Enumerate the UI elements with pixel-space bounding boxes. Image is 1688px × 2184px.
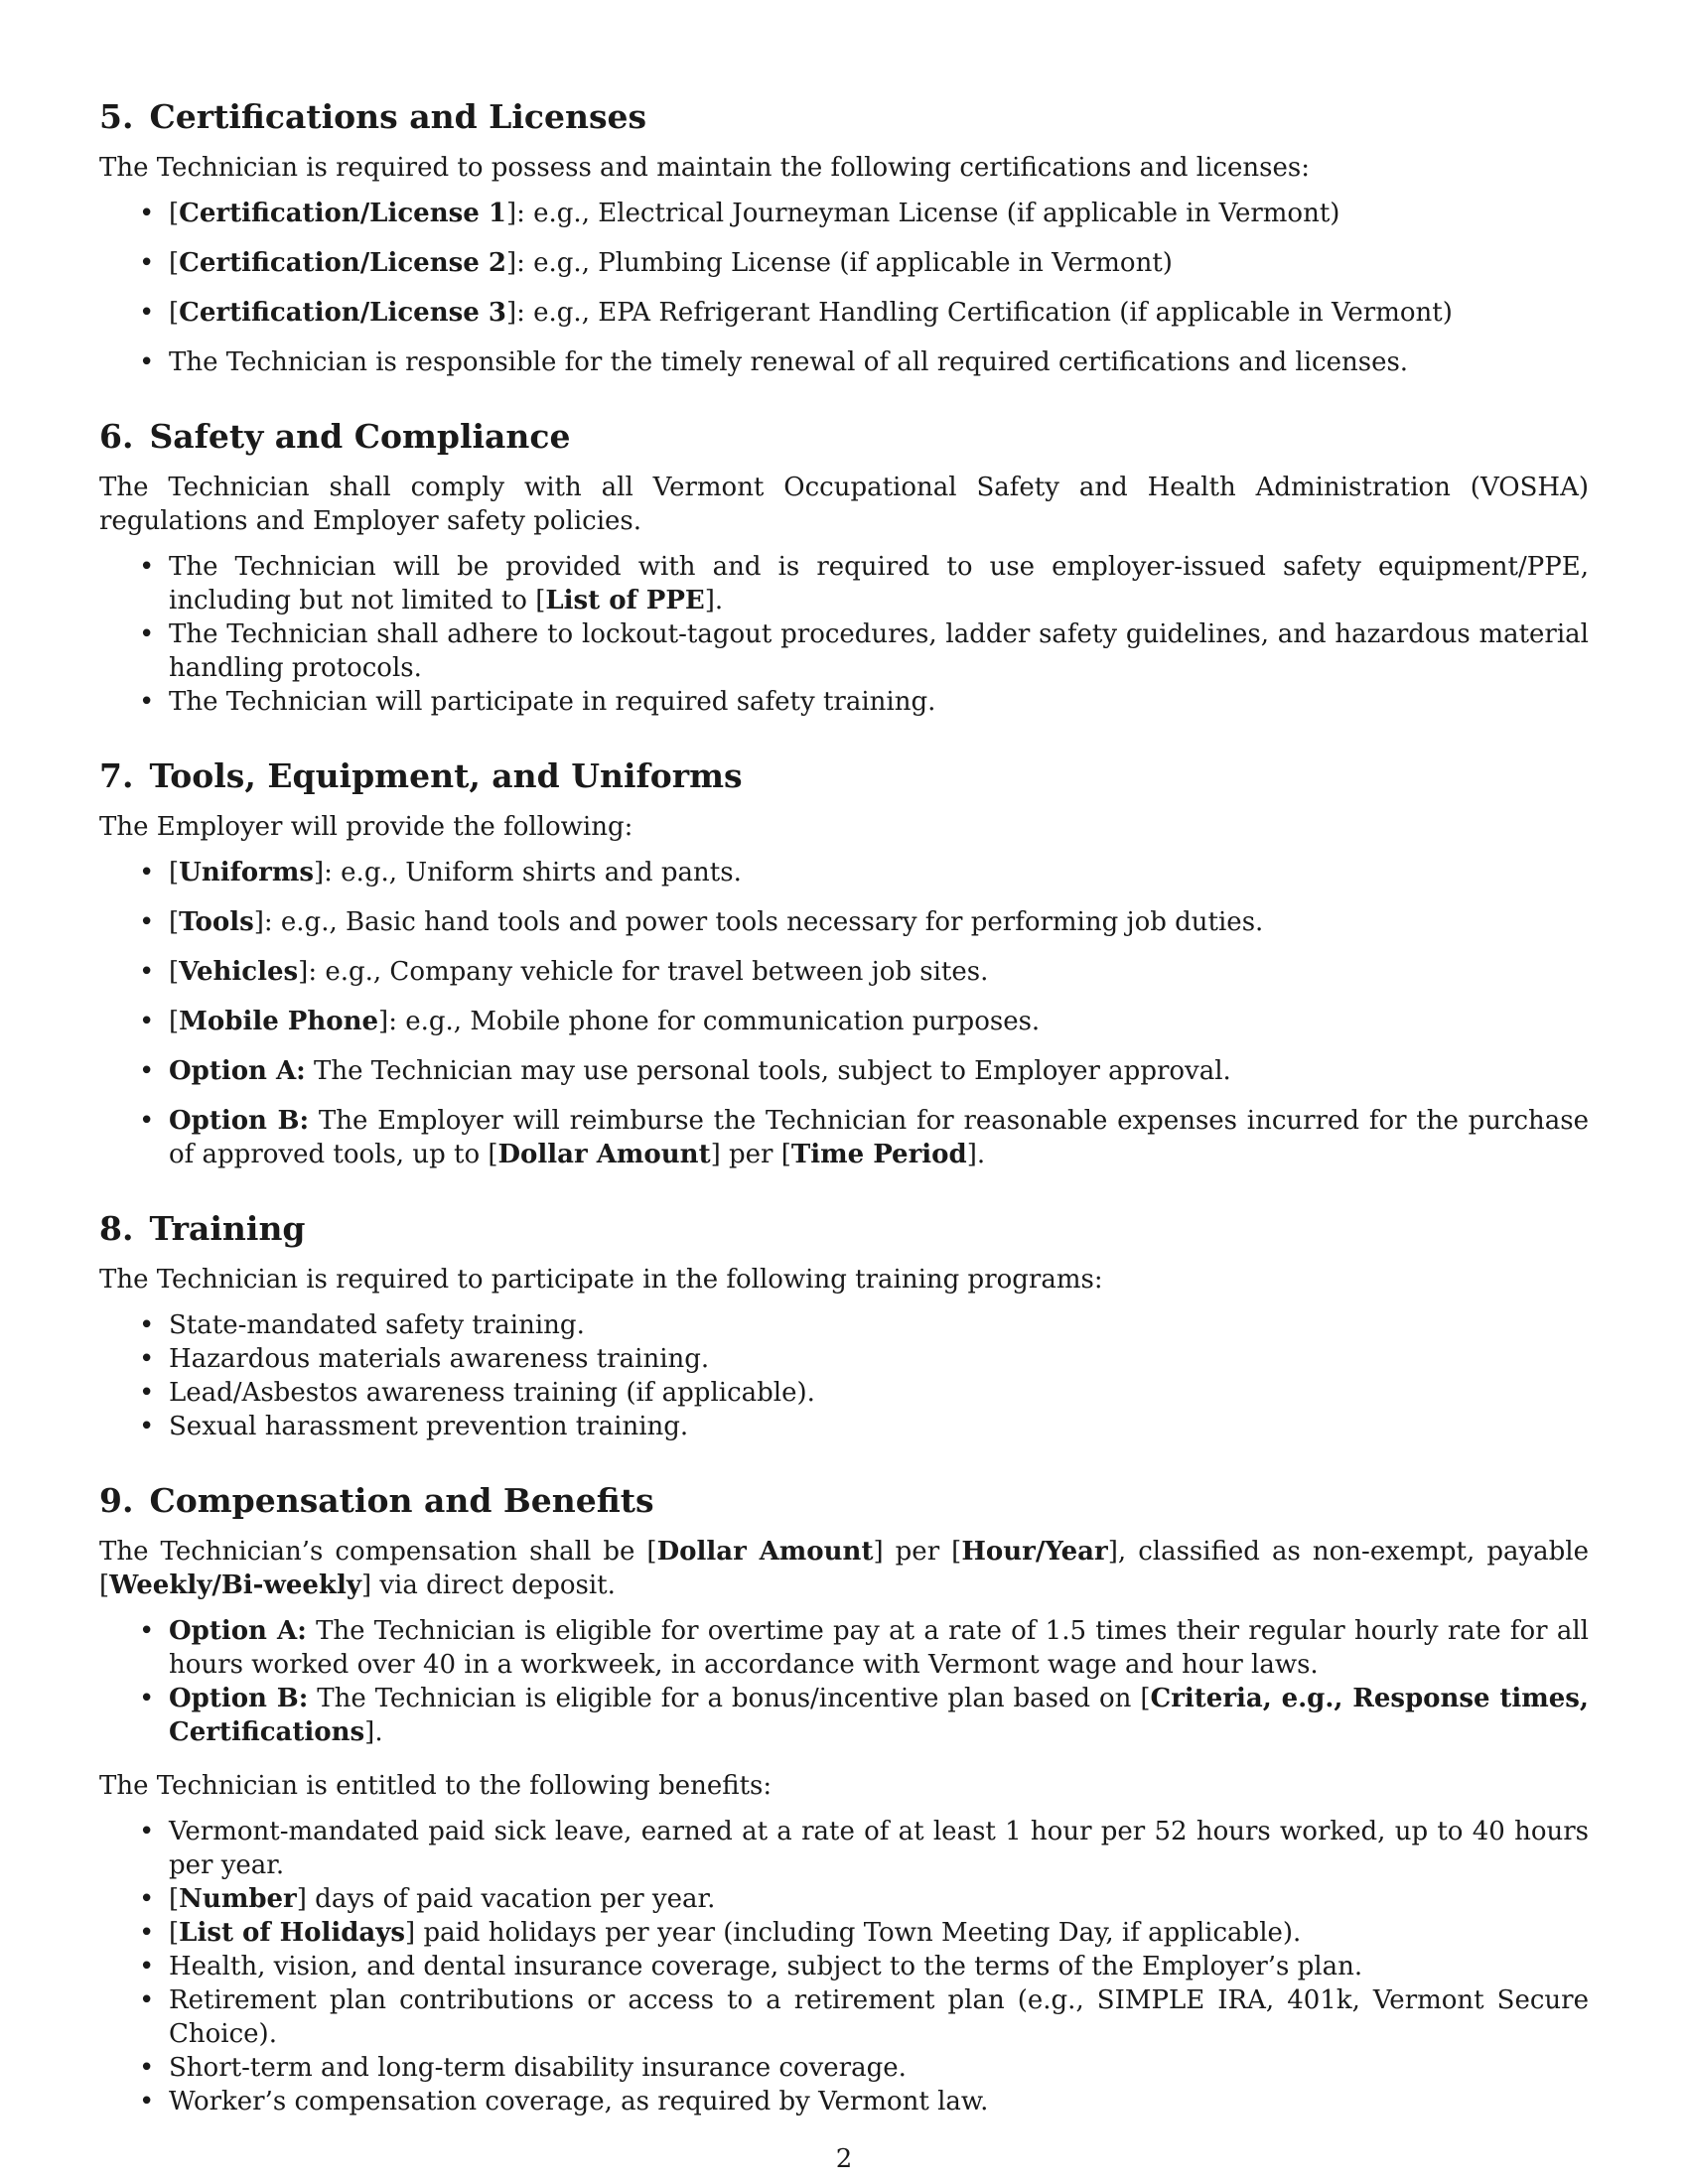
list-item: • Short-term and long-term disability insurance coverage. bbox=[169, 2051, 1589, 2085]
list-item: • Lead/Asbestos awareness training (if applicable). bbox=[169, 1376, 1589, 1410]
section-heading: 5. Certifications and Licenses bbox=[99, 97, 647, 136]
compensation-paragraph: The Technician’s compensation shall be [Dollar Amount] per [Hour/Year], classified as non-exempt, payable [Weekly/Bi-weekly] via direct deposit. bbox=[99, 1537, 1589, 1600]
safety-list bbox=[99, 550, 1589, 719]
training-list bbox=[99, 1308, 1589, 1443]
section-tools bbox=[99, 754, 1589, 1171]
section-intro: The Employer will provide the following: bbox=[99, 812, 633, 842]
option-b-item: • Option B: The Employer will reimburse the Technician for reasonable expenses incurred for the purchase of approved tools, up to [Dollar Amount] per [Time Period]. bbox=[169, 1104, 1589, 1171]
list-item: • [Number] days of paid vacation per year. bbox=[169, 1882, 1589, 1916]
list-item: • Retirement plan contributions or access to a retirement plan (e.g., SIMPLE IRA, 401k, Vermont Secure Choice). bbox=[169, 1983, 1589, 2051]
list-item: • [Certification/License 3]: e.g., EPA Refrigerant Handling Certification (if applicable in Vermont) bbox=[169, 296, 1589, 330]
section-certifications bbox=[99, 95, 1589, 379]
list-item: • Vermont-mandated paid sick leave, earned at a rate of at least 1 hour per 52 hours worked, up to 40 hours per year. bbox=[169, 1815, 1589, 1882]
list-item: • The Technician shall adhere to lockout-tagout procedures, ladder safety guidelines, and hazardous material handling protocols. bbox=[169, 617, 1589, 685]
benefits-intro: The Technician is entitled to the following benefits: bbox=[99, 1771, 773, 1801]
certification-list bbox=[99, 197, 1589, 379]
list-item: • Worker’s compensation coverage, as required by Vermont law. bbox=[169, 2085, 1589, 2118]
list-item: • [Uniforms]: e.g., Uniform shirts and pants. bbox=[169, 856, 1589, 889]
list-item: • [Certification/License 2]: e.g., Plumbing License (if applicable in Vermont) bbox=[169, 246, 1589, 280]
list-item: • The Technician is responsible for the timely renewal of all required certifications and licenses. bbox=[169, 345, 1589, 379]
section-heading: 9. Compensation and Benefits bbox=[99, 1481, 654, 1520]
section-heading: 6. Safety and Compliance bbox=[99, 417, 571, 456]
list-item: • [Tools]: e.g., Basic hand tools and power tools necessary for performing job duties. bbox=[169, 905, 1589, 939]
list-item: • Hazardous materials awareness training. bbox=[169, 1342, 1589, 1376]
option-a-item: • Option A: The Technician is eligible for overtime pay at a rate of 1.5 times their regular hourly rate for all hours worked over 40 in a workweek, in accordance with Vermont wage and hour laws. bbox=[169, 1614, 1589, 1682]
list-item: • State-mandated safety training. bbox=[169, 1308, 1589, 1342]
list-item: • [List of Holidays] paid holidays per year (including Town Meeting Day, if applicable). bbox=[169, 1916, 1589, 1950]
list-item: • [Vehicles]: e.g., Company vehicle for travel between job sites. bbox=[169, 955, 1589, 989]
section-intro: The Technician shall comply with all Vermont Occupational Safety and Health Administration (VOSHA) regulations and Employer safety policies. bbox=[99, 473, 1589, 536]
list-item: • Sexual harassment prevention training. bbox=[169, 1410, 1589, 1443]
list-item: • Health, vision, and dental insurance coverage, subject to the terms of the Employer’s plan. bbox=[169, 1950, 1589, 1983]
benefits-list bbox=[99, 1815, 1589, 2118]
list-item: • [Mobile Phone]: e.g., Mobile phone for communication purposes. bbox=[169, 1005, 1589, 1038]
compensation-options-list bbox=[99, 1614, 1589, 1749]
section-compensation bbox=[99, 1479, 1589, 2118]
list-item: • [Certification/License 1]: e.g., Electrical Journeyman License (if applicable in Vermont) bbox=[169, 197, 1589, 230]
section-intro: The Technician is required to participate in the following training programs: bbox=[99, 1265, 1103, 1295]
section-intro: The Technician is required to possess and maintain the following certifications and licenses: bbox=[99, 153, 1310, 183]
section-heading: 7. Tools, Equipment, and Uniforms bbox=[99, 756, 743, 795]
section-training bbox=[99, 1207, 1589, 1443]
section-safety bbox=[99, 415, 1589, 719]
section-heading: 8. Training bbox=[99, 1209, 306, 1248]
list-item: • The Technician will participate in required safety training. bbox=[169, 685, 1589, 719]
option-a-item: • Option A: The Technician may use personal tools, subject to Employer approval. bbox=[169, 1054, 1589, 1088]
document-page bbox=[99, 95, 1589, 2154]
tools-list bbox=[99, 856, 1589, 1171]
option-b-item: • Option B: The Technician is eligible for a bonus/incentive plan based on [Criteria, e.g., Response times, Certifications]. bbox=[169, 1682, 1589, 1749]
page-number: 2 bbox=[835, 2144, 853, 2174]
list-item: • The Technician will be provided with and is required to use employer-issued safety equipment/PPE, including but not limited to [List of PPE]. bbox=[169, 550, 1589, 617]
